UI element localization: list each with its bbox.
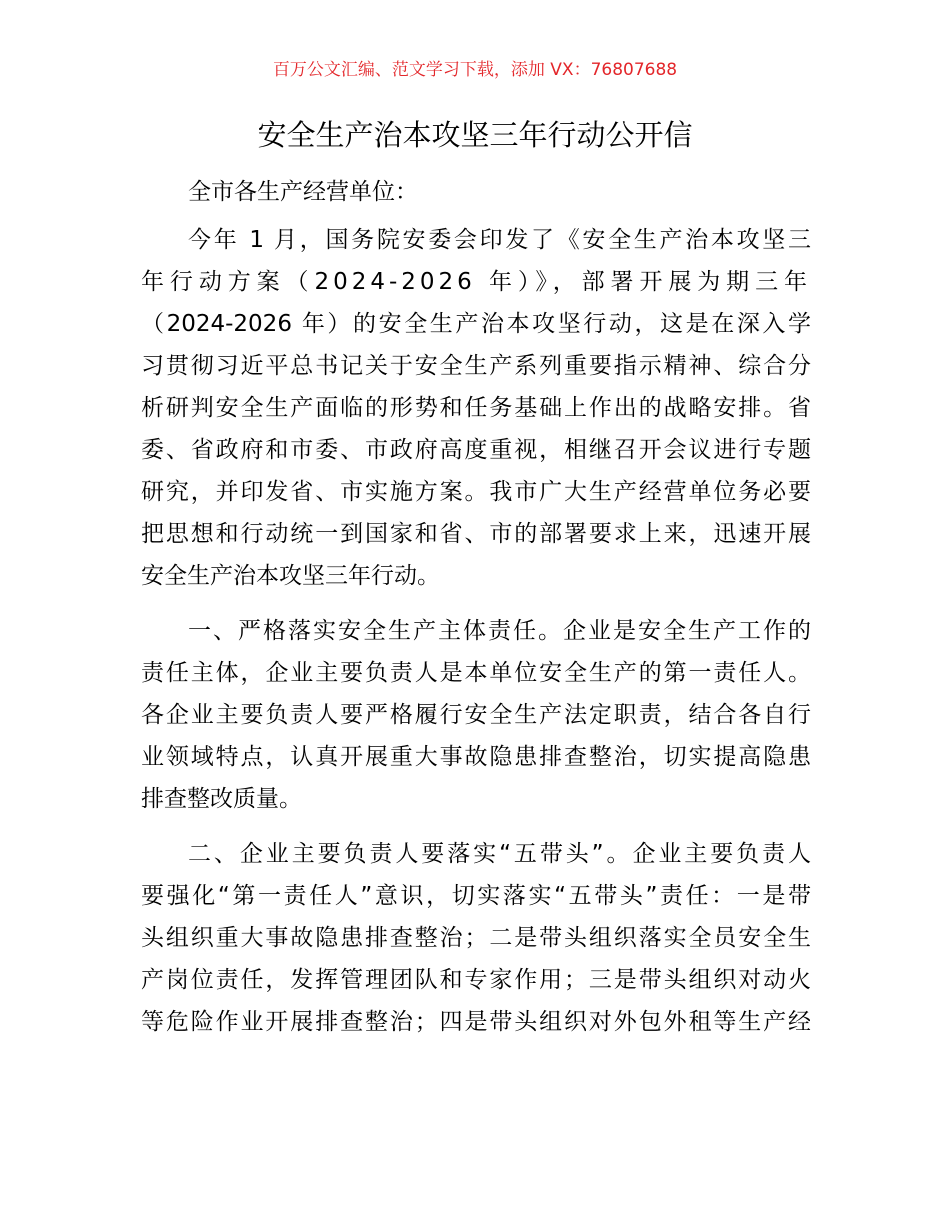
paragraph-1 bbox=[141, 219, 811, 597]
paragraph-line: 排查整改质量。 bbox=[141, 786, 302, 812]
paragraph-line: 要强化“第一责任人”意识，切实落实“五带头”责任：一是带 bbox=[141, 883, 811, 909]
paragraph-line: 安全生产治本攻坚三年行动。 bbox=[141, 563, 440, 589]
paragraph-spacer bbox=[141, 597, 811, 610]
document-title: 安全生产治本攻坚三年行动公开信 bbox=[257, 118, 693, 152]
paragraph-line: 习贯彻习近平总书记关于安全生产系列重要指示精神、综合分 bbox=[141, 353, 811, 379]
paragraph-3 bbox=[141, 833, 811, 1043]
paragraph-line: （2024-2026 年）的安全生产治本攻坚行动，这是在深入学 bbox=[141, 311, 811, 337]
paragraph-line: 年行动方案（2024-2026 年）》，部署开展为期三年 bbox=[141, 269, 811, 295]
paragraph-line: 等危险作业开展排查整治；四是带头组织对外包外租等生产经 bbox=[141, 1009, 811, 1035]
paragraph-line: 责任主体，企业主要负责人是本单位安全生产的第一责任人。 bbox=[141, 660, 811, 686]
paragraph-line: 各企业主要负责人要严格履行安全生产法定职责，结合各自行 bbox=[141, 702, 811, 728]
document-body bbox=[141, 171, 811, 1043]
header-note: 百万公文汇编、范文学习下载，添加 VX：76807688 bbox=[272, 60, 678, 80]
paragraph-line: 把思想和行动统一到国家和省、市的部署要求上来，迅速开展 bbox=[141, 521, 811, 547]
paragraph-line: 头组织重大事故隐患排查整治；二是带头组织落实全员安全生 bbox=[141, 925, 811, 951]
paragraph-line: 二、企业主要负责人要落实“五带头”。企业主要负责人 bbox=[188, 841, 811, 867]
paragraph-2 bbox=[141, 610, 811, 820]
paragraph-line: 研究，并印发省、市实施方案。我市广大生产经营单位务必要 bbox=[141, 479, 811, 505]
salutation: 全市各生产经营单位： bbox=[188, 179, 418, 205]
paragraph-line: 产岗位责任，发挥管理团队和专家作用；三是带头组织对动火 bbox=[141, 967, 811, 993]
paragraph-spacer bbox=[141, 820, 811, 833]
paragraph-line: 今年 1 月，国务院安委会印发了《安全生产治本攻坚三 bbox=[188, 227, 811, 253]
paragraph-line: 业领域特点，认真开展重大事故隐患排查整治，切实提高隐患 bbox=[141, 744, 811, 770]
paragraph-line: 委、省政府和市委、市政府高度重视，相继召开会议进行专题 bbox=[141, 437, 811, 463]
paragraph-line: 析研判安全生产面临的形势和任务基础上作出的战略安排。省 bbox=[141, 395, 811, 421]
paragraph-line: 一、严格落实安全生产主体责任。企业是安全生产工作的 bbox=[188, 618, 811, 644]
